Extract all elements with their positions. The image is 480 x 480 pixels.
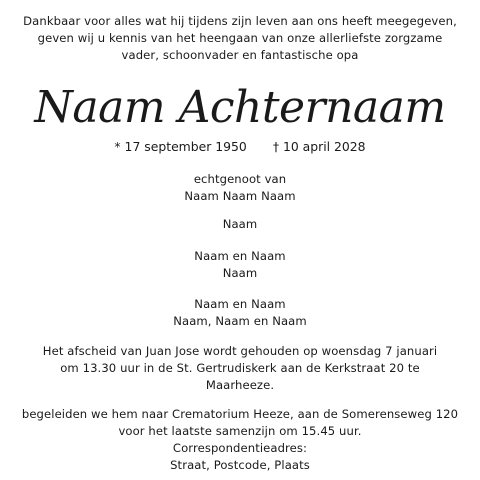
farewell-line: Maarheeze. (205, 378, 275, 392)
deceased-name-script (0, 76, 480, 138)
death-date: † 10 april 2028 (272, 139, 366, 154)
family-line: Naam en Naam (194, 297, 286, 311)
cremation-line: begeleiden we hem naar Crematorium Heeze, aan de Somerenseweg 120 (21, 407, 459, 421)
farewell-line: om 13.30 uur in de St. Gertrudiskerk aan de Kerkstraat 20 te (60, 361, 420, 375)
family-line: Naam en Naam (194, 249, 286, 263)
correspondence-address: Straat, Postcode, Plaats (170, 458, 310, 472)
intro-line: vader, schoonvader en fantastische opa (121, 48, 359, 62)
intro-line: geven wij u kennis van het heengaan van onze allerliefste zorgzame (37, 31, 443, 45)
family-child-3 (0, 296, 480, 330)
correspondence-label: Correspondentieadres: (172, 441, 308, 455)
family-child-2 (0, 248, 480, 282)
cremation-text (0, 406, 480, 474)
deceased-name (0, 76, 480, 138)
family-spouse (0, 171, 480, 205)
deceased-name-text: Naam Achternaam (34, 82, 446, 133)
farewell-text (0, 343, 480, 394)
family-line: Naam (222, 266, 258, 280)
birth-date: * 17 september 1950 (114, 139, 247, 154)
cremation-line: voor het laatste samenzijn om 15.45 uur. (118, 424, 362, 438)
spouse-name: Naam Naam Naam (184, 189, 296, 203)
life-dates (0, 139, 480, 155)
family-line: Naam, Naam en Naam (173, 314, 307, 328)
family-child-1 (0, 216, 480, 233)
family-line: Naam (222, 217, 258, 231)
farewell-line: Het afscheid van Juan Jose wordt gehouden op woensdag 7 januari (42, 344, 438, 358)
spouse-label: echtgenoot van (193, 172, 287, 186)
intro-line: Dankbaar voor alles wat hij tijdens zijn leven aan ons heeft meegegeven, (23, 14, 457, 28)
intro-text (0, 13, 480, 64)
